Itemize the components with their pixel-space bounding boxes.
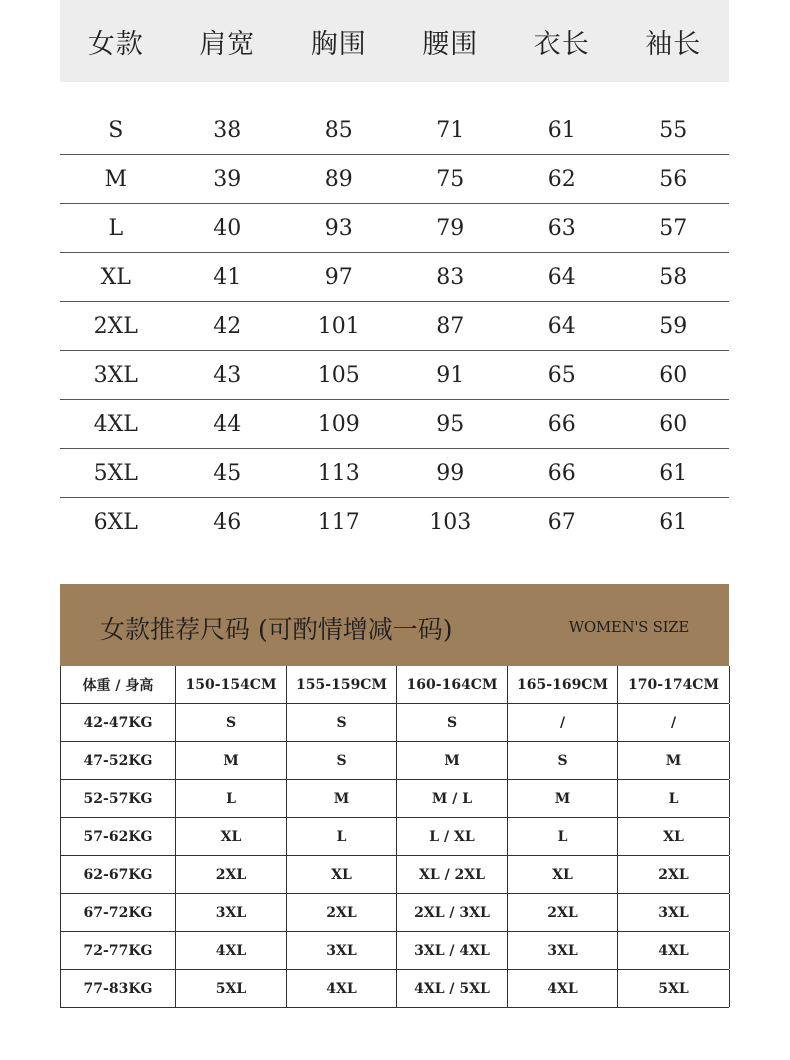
header-cell: 衣长 bbox=[533, 28, 590, 60]
recommended-size-cell: XL bbox=[618, 818, 730, 855]
recommended-size-cell: XL bbox=[287, 856, 397, 893]
measurement-cell: 64 bbox=[547, 264, 576, 290]
measurement-cell: 39 bbox=[213, 166, 242, 192]
measurement-cell: 97 bbox=[324, 264, 353, 290]
measurement-cell: 99 bbox=[436, 460, 465, 486]
recommendation-subtitle: WOMEN'S SIZE bbox=[568, 618, 689, 636]
measurement-cell: 55 bbox=[659, 117, 688, 143]
recommendation-header-row bbox=[61, 666, 729, 704]
header-cell: 155-159CM bbox=[287, 666, 397, 703]
measurement-cell: 65 bbox=[547, 362, 576, 388]
table-row bbox=[61, 856, 729, 894]
recommendation-title: 女款推荐尺码 (可酌情增减一码) bbox=[100, 615, 453, 644]
table-row bbox=[60, 302, 729, 351]
measurement-cell: 61 bbox=[659, 509, 688, 535]
measurement-cell: 42 bbox=[213, 313, 242, 339]
recommended-size-cell: L / XL bbox=[397, 818, 508, 855]
recommended-size-cell: 4XL bbox=[287, 970, 397, 1007]
measurement-cell: 66 bbox=[547, 411, 576, 437]
size-label-cell: 6XL bbox=[93, 509, 138, 535]
measurement-cell: 40 bbox=[213, 215, 242, 241]
weight-cell: 67-72KG bbox=[61, 894, 176, 931]
recommendation-banner bbox=[60, 584, 729, 666]
table-row bbox=[61, 742, 729, 780]
recommended-size-cell: S bbox=[176, 704, 287, 741]
measurement-cell: 46 bbox=[213, 509, 242, 535]
weight-cell: 47-52KG bbox=[61, 742, 176, 779]
recommended-size-cell: M bbox=[508, 780, 618, 817]
table-row bbox=[60, 400, 729, 449]
recommended-size-cell: 3XL / 4XL bbox=[397, 932, 508, 969]
header-cell: 胸围 bbox=[310, 28, 367, 60]
measurement-cell: 103 bbox=[429, 509, 472, 535]
size-table-header bbox=[60, 0, 729, 82]
header-cell: 体重 / 身高 bbox=[61, 666, 176, 703]
measurement-cell: 64 bbox=[547, 313, 576, 339]
measurement-cell: 79 bbox=[436, 215, 465, 241]
measurement-cell: 87 bbox=[436, 313, 465, 339]
weight-cell: 77-83KG bbox=[61, 970, 176, 1007]
recommended-size-cell: 2XL bbox=[287, 894, 397, 931]
header-cell: 150-154CM bbox=[176, 666, 287, 703]
header-cell: 165-169CM bbox=[508, 666, 618, 703]
recommended-size-cell: L bbox=[176, 780, 287, 817]
recommended-size-cell: XL bbox=[176, 818, 287, 855]
measurement-cell: 45 bbox=[213, 460, 242, 486]
size-label-cell: 4XL bbox=[93, 411, 138, 437]
measurement-cell: 57 bbox=[659, 215, 688, 241]
table-row bbox=[60, 498, 729, 546]
weight-cell: 52-57KG bbox=[61, 780, 176, 817]
measurement-cell: 43 bbox=[213, 362, 242, 388]
table-row bbox=[61, 818, 729, 856]
recommended-size-cell: 4XL bbox=[176, 932, 287, 969]
measurement-cell: 71 bbox=[436, 117, 465, 143]
recommended-size-cell: M bbox=[397, 742, 508, 779]
table-row bbox=[61, 780, 729, 818]
measurement-cell: 63 bbox=[547, 215, 576, 241]
table-row bbox=[61, 932, 729, 970]
recommended-size-cell: / bbox=[508, 704, 618, 741]
measurement-cell: 67 bbox=[547, 509, 576, 535]
recommended-size-cell: 2XL bbox=[618, 856, 730, 893]
recommended-size-cell: S bbox=[397, 704, 508, 741]
recommended-size-cell: 3XL bbox=[287, 932, 397, 969]
recommended-size-cell: 3XL bbox=[176, 894, 287, 931]
size-label-cell: M bbox=[104, 166, 128, 192]
measurement-cell: 101 bbox=[317, 313, 360, 339]
measurement-cell: 83 bbox=[436, 264, 465, 290]
measurement-cell: 41 bbox=[213, 264, 242, 290]
header-cell: 170-174CM bbox=[618, 666, 730, 703]
recommended-size-cell: M / L bbox=[397, 780, 508, 817]
recommendation-table bbox=[60, 666, 729, 1008]
recommended-size-cell: L bbox=[618, 780, 730, 817]
measurement-cell: 38 bbox=[213, 117, 242, 143]
size-label-cell: XL bbox=[100, 264, 131, 290]
measurement-cell: 109 bbox=[317, 411, 360, 437]
recommended-size-cell: 5XL bbox=[176, 970, 287, 1007]
measurement-cell: 62 bbox=[547, 166, 576, 192]
table-row bbox=[61, 704, 729, 742]
recommended-size-cell: 2XL bbox=[176, 856, 287, 893]
recommended-size-cell: S bbox=[508, 742, 618, 779]
measurement-cell: 105 bbox=[317, 362, 360, 388]
recommended-size-cell: 5XL bbox=[618, 970, 730, 1007]
size-label-cell: 2XL bbox=[93, 313, 138, 339]
size-label-cell: 5XL bbox=[93, 460, 138, 486]
weight-cell: 42-47KG bbox=[61, 704, 176, 741]
weight-cell: 57-62KG bbox=[61, 818, 176, 855]
recommended-size-cell: M bbox=[287, 780, 397, 817]
recommended-size-cell: 4XL bbox=[508, 970, 618, 1007]
measurement-cell: 66 bbox=[547, 460, 576, 486]
recommended-size-cell: M bbox=[176, 742, 287, 779]
measurement-cell: 85 bbox=[324, 117, 353, 143]
table-row bbox=[60, 449, 729, 498]
size-table-body bbox=[60, 106, 729, 546]
table-row bbox=[60, 204, 729, 253]
header-cell: 袖长 bbox=[645, 28, 702, 60]
measurement-cell: 89 bbox=[324, 166, 353, 192]
header-cell: 女款 bbox=[87, 28, 144, 60]
recommendation-section bbox=[60, 584, 729, 1008]
measurement-cell: 60 bbox=[659, 362, 688, 388]
recommended-size-cell: L bbox=[287, 818, 397, 855]
measurement-cell: 93 bbox=[324, 215, 353, 241]
recommended-size-cell: / bbox=[618, 704, 730, 741]
measurement-cell: 44 bbox=[213, 411, 242, 437]
measurement-cell: 56 bbox=[659, 166, 688, 192]
header-cell: 肩宽 bbox=[199, 28, 256, 60]
measurement-cell: 113 bbox=[317, 460, 360, 486]
table-row bbox=[61, 970, 729, 1008]
recommended-size-cell: S bbox=[287, 704, 397, 741]
recommended-size-cell: 3XL bbox=[618, 894, 730, 931]
recommended-size-cell: XL bbox=[508, 856, 618, 893]
recommended-size-cell: 4XL bbox=[618, 932, 730, 969]
table-row bbox=[60, 106, 729, 155]
weight-cell: 62-67KG bbox=[61, 856, 176, 893]
recommended-size-cell: 2XL bbox=[508, 894, 618, 931]
header-cell: 160-164CM bbox=[397, 666, 508, 703]
measurement-cell: 75 bbox=[436, 166, 465, 192]
header-cell: 腰围 bbox=[422, 28, 479, 60]
recommended-size-cell: S bbox=[287, 742, 397, 779]
table-row bbox=[61, 894, 729, 932]
table-row bbox=[60, 351, 729, 400]
measurement-cell: 117 bbox=[317, 509, 360, 535]
size-label-cell: L bbox=[108, 215, 124, 241]
recommended-size-cell: L bbox=[508, 818, 618, 855]
measurement-cell: 60 bbox=[659, 411, 688, 437]
table-row bbox=[60, 155, 729, 204]
measurement-cell: 95 bbox=[436, 411, 465, 437]
recommended-size-cell: M bbox=[618, 742, 730, 779]
table-row bbox=[60, 253, 729, 302]
measurement-cell: 91 bbox=[436, 362, 465, 388]
size-table bbox=[60, 0, 729, 546]
size-label-cell: S bbox=[108, 117, 124, 143]
measurement-cell: 61 bbox=[547, 117, 576, 143]
recommended-size-cell: 2XL / 3XL bbox=[397, 894, 508, 931]
recommended-size-cell: 3XL bbox=[508, 932, 618, 969]
weight-cell: 72-77KG bbox=[61, 932, 176, 969]
recommended-size-cell: 4XL / 5XL bbox=[397, 970, 508, 1007]
recommended-size-cell: XL / 2XL bbox=[397, 856, 508, 893]
size-label-cell: 3XL bbox=[93, 362, 138, 388]
measurement-cell: 58 bbox=[659, 264, 688, 290]
measurement-cell: 59 bbox=[659, 313, 688, 339]
measurement-cell: 61 bbox=[659, 460, 688, 486]
